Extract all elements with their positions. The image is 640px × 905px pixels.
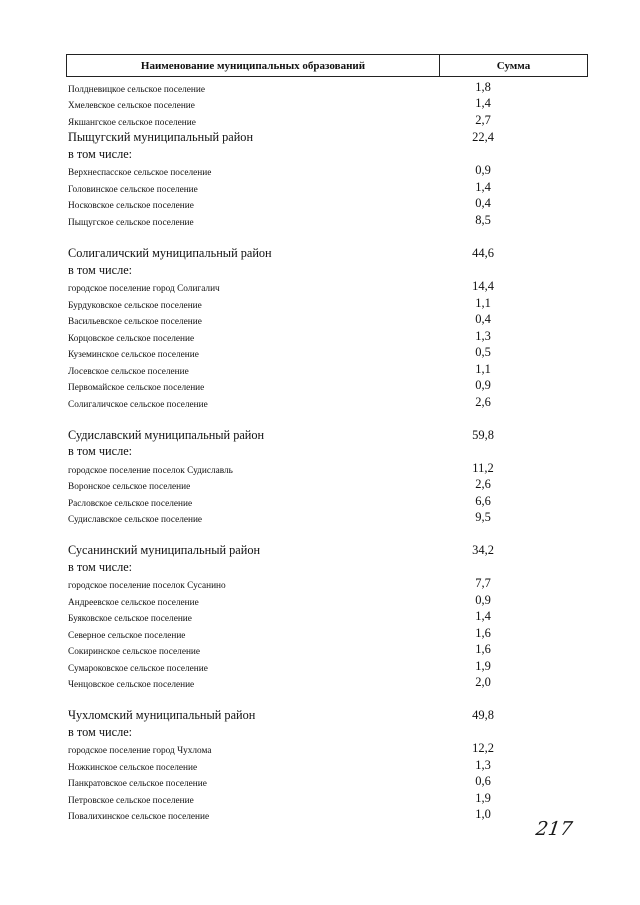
- table-row: [68, 625, 568, 641]
- row-value: 0,4: [475, 312, 491, 326]
- table-row: [68, 361, 568, 377]
- row-name: Лосевское сельское поселение: [68, 367, 189, 377]
- table-row: [68, 179, 568, 195]
- table-row: [68, 112, 568, 128]
- row-value: 1,9: [475, 791, 491, 805]
- district-value: 22,4: [472, 130, 494, 144]
- district-value: 49,8: [472, 708, 494, 722]
- row-name: Пыщугское сельское поселение: [68, 218, 194, 228]
- table-row: [68, 212, 568, 228]
- row-name: Воронское сельское поселение: [68, 482, 191, 492]
- row-value: 11,2: [472, 461, 494, 475]
- row-name: Носковское сельское поселение: [68, 201, 194, 211]
- district-value: 59,8: [472, 428, 494, 442]
- row-value: 1,9: [475, 659, 491, 673]
- row-name: Сумароковское сельское поселение: [68, 664, 208, 674]
- district-row: [68, 707, 568, 723]
- row-value: 1,4: [475, 180, 491, 194]
- including-label-row: [68, 724, 568, 740]
- row-value: 1,4: [475, 609, 491, 623]
- district-name: Чухломский муниципальный район: [68, 708, 256, 722]
- row-value: 8,5: [475, 213, 491, 227]
- table-row: [68, 344, 568, 360]
- including-label-row: [68, 443, 568, 459]
- row-name: Головинское сельское поселение: [68, 185, 198, 195]
- including-label-row: [68, 559, 568, 575]
- table-row: [68, 377, 568, 393]
- row-value: 1,6: [475, 642, 491, 656]
- row-value: 12,2: [472, 741, 494, 755]
- table-row: [68, 757, 568, 773]
- page-number: 217: [534, 818, 574, 840]
- row-name: Ножкинское сельское поселение: [68, 763, 198, 773]
- row-name: Буяковское сельское поселение: [68, 614, 192, 624]
- row-name: Солигаличское сельское поселение: [68, 400, 208, 410]
- district-row: [68, 542, 568, 558]
- row-value: 1,6: [475, 626, 491, 640]
- district-name: Судиславский муниципальный район: [68, 428, 265, 442]
- row-value: 1,0: [475, 807, 491, 821]
- table-row: [68, 592, 568, 608]
- including-label: в том числе:: [68, 560, 133, 574]
- district-row: [68, 245, 568, 261]
- table-row: [68, 641, 568, 657]
- row-name: городское поселение поселок Сусанино: [68, 581, 226, 591]
- including-label: в том числе:: [68, 147, 133, 161]
- table-row: [68, 460, 568, 476]
- row-value: 0,9: [475, 593, 491, 607]
- table-row: [68, 476, 568, 492]
- district-name: Солигаличский муниципальный район: [68, 246, 272, 260]
- row-name: Якшангское сельское поселение: [68, 118, 196, 128]
- row-value: 1,4: [475, 96, 491, 110]
- table-row: [68, 394, 568, 410]
- row-name: Судиславское сельское поселение: [68, 515, 203, 525]
- row-name: Повалихинское сельское поселение: [68, 812, 210, 822]
- table-row: [68, 95, 568, 111]
- table-row: [68, 79, 568, 95]
- row-value: 0,9: [475, 163, 491, 177]
- district-row: [68, 129, 568, 145]
- table-row: [68, 740, 568, 756]
- including-label-row: [68, 146, 568, 162]
- row-name: городское поселение город Чухлома: [68, 746, 212, 756]
- district-name: Пыщугский муниципальный район: [68, 130, 254, 144]
- table-row: [68, 658, 568, 674]
- row-value: 7,7: [475, 576, 491, 590]
- including-label: в том числе:: [68, 725, 133, 739]
- table-row: [68, 311, 568, 327]
- row-name: Васильевское сельское поселение: [68, 317, 202, 327]
- row-value: 6,6: [475, 494, 491, 508]
- row-value: 0,6: [475, 774, 491, 788]
- column-header-name: Наименование муниципальных образований: [67, 55, 440, 76]
- table-row: [68, 195, 568, 211]
- table-row: [68, 295, 568, 311]
- table-row: [68, 790, 568, 806]
- row-value: 2,7: [475, 113, 491, 127]
- row-name: Корцовское сельское поселение: [68, 334, 195, 344]
- row-name: Хмелевское сельское поселение: [68, 101, 195, 111]
- row-value: 1,1: [475, 362, 491, 376]
- row-name: Сокиринское сельское поселение: [68, 647, 201, 657]
- row-name: Расловское сельское поселение: [68, 499, 193, 509]
- row-name: Куземинское сельское поселение: [68, 350, 199, 360]
- row-value: 2,0: [475, 675, 491, 689]
- row-value: 0,4: [475, 196, 491, 210]
- row-name: Бурдуковское сельское поселение: [68, 301, 202, 311]
- row-name: городское поселение город Солигалич: [68, 284, 220, 294]
- district-row: [68, 427, 568, 443]
- row-name: Петровское сельское поселение: [68, 796, 194, 806]
- row-name: Северное сельское поселение: [68, 631, 186, 641]
- row-name: Первомайское сельское поселение: [68, 383, 205, 393]
- table-row: [68, 278, 568, 294]
- row-name: Верхнеспасское сельское поселение: [68, 168, 212, 178]
- table-row: [68, 493, 568, 509]
- row-value: 1,1: [475, 296, 491, 310]
- row-value: 1,3: [475, 758, 491, 772]
- row-value: 1,8: [475, 80, 491, 94]
- table-row: [68, 806, 568, 822]
- row-name: Ченцовское сельское поселение: [68, 680, 195, 690]
- row-value: 14,4: [472, 279, 494, 293]
- including-label: в том числе:: [68, 444, 133, 458]
- row-value: 2,6: [475, 477, 491, 491]
- row-value: 0,5: [475, 345, 491, 359]
- district-value: 34,2: [472, 543, 494, 557]
- column-header-sum: Сумма: [496, 59, 531, 72]
- row-value: 2,6: [475, 395, 491, 409]
- row-name: городское поселение поселок Судиславль: [68, 466, 233, 476]
- row-name: Андреевское сельское поселение: [68, 598, 199, 608]
- row-name: Панкратовское сельское поселение: [68, 779, 207, 789]
- row-value: 1,3: [475, 329, 491, 343]
- table-row: [68, 575, 568, 591]
- row-value: 9,5: [475, 510, 491, 524]
- district-name: Сусанинский муниципальный район: [68, 543, 261, 557]
- table-row: [68, 773, 568, 789]
- row-name: Полдневицкое сельское поселение: [68, 85, 206, 95]
- table-row: [68, 608, 568, 624]
- table-row: [68, 328, 568, 344]
- including-label: в том числе:: [68, 263, 133, 277]
- including-label-row: [68, 262, 568, 278]
- row-value: 0,9: [475, 378, 491, 392]
- table-row: [68, 162, 568, 178]
- table-row: [68, 674, 568, 690]
- district-value: 44,6: [472, 246, 494, 260]
- table-row: [68, 509, 568, 525]
